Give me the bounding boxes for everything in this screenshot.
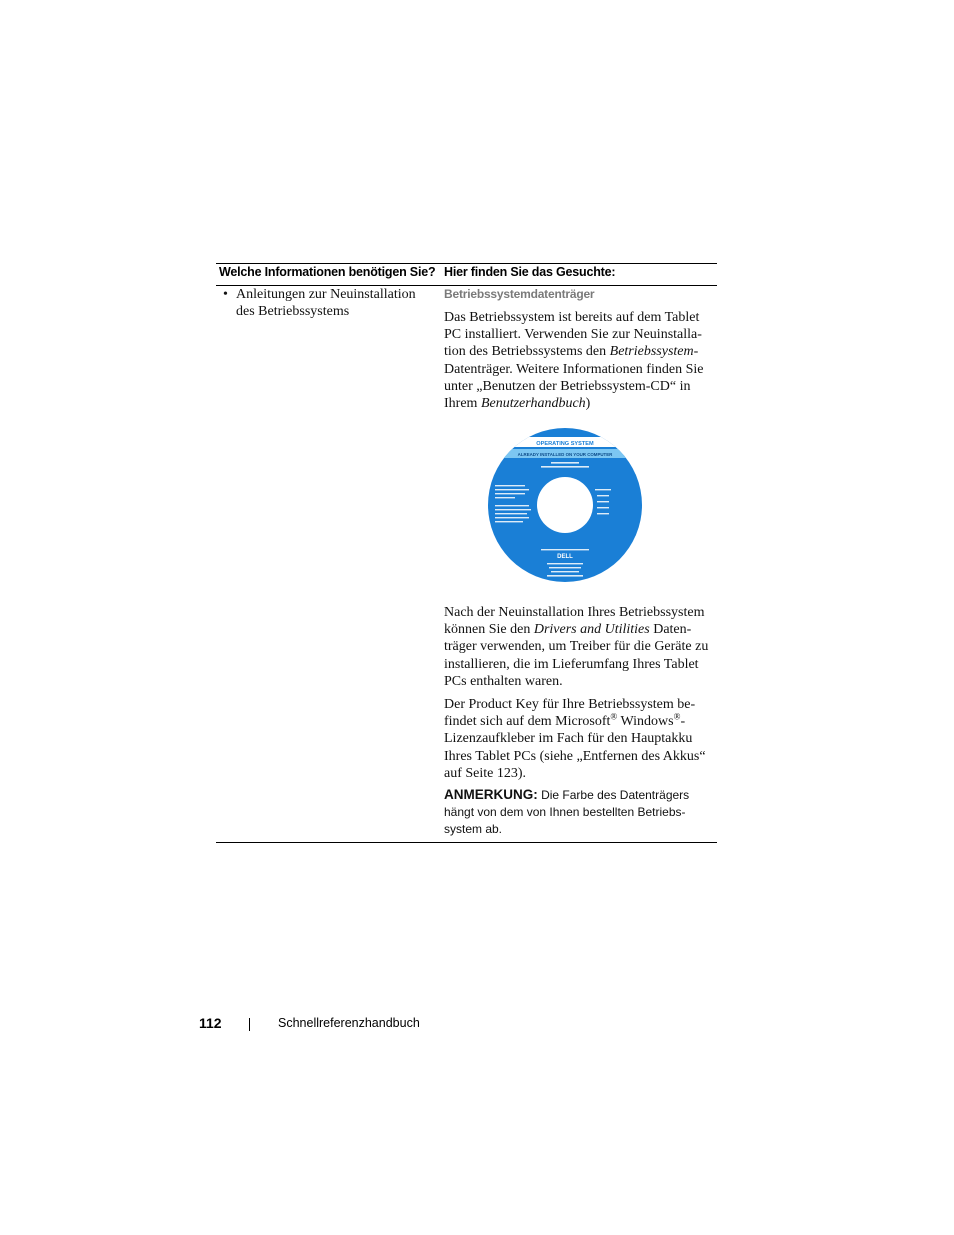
note-label: ANMERKUNG: [444,787,538,802]
italic-text: Benutzerhandbuch [480,396,586,412]
table-header-answer: Hier finden Sie das Gesuchte: [444,265,616,279]
disc-banner-second-text: ALREADY INSTALLED ON YOUR COMPUTER [517,452,613,457]
paragraph-text: Datenträger. Weitere Informationen finden Sie unter „Benutzen der Betriebssystem-CD“ in Ihrem [444,361,704,412]
registered-mark: ® [673,711,681,722]
registered-mark: ® [610,711,618,722]
paragraph-text: Der Product Key für Ihre Betriebssystem be-findet sich auf dem Microsoft [444,697,696,730]
disc-banner-top-text: OPERATING SYSTEM [536,441,594,447]
paragraph-text: Daten-träger verwenden, um Treiber für die Geräte zu installieren, die im Lieferumfang Ihres Tablet PCs enthalten waren. [444,622,709,689]
italic-text: Betriebssystem- [609,344,699,360]
bullet: • [223,287,228,302]
table-rule-bottom [216,842,717,843]
table-header-question: Welche Informationen benötigen Sie? [219,265,436,279]
disc-brand-logo: DELL [557,554,573,560]
paragraph-product-key [444,696,716,782]
paragraph-text: -Lizenzaufkleber im Fach für den Hauptakku Ihres Tablet PCs (siehe „Entfernen des Akkus“ auf Seite 123). [444,714,706,781]
list-item-text: Anleitungen zur Neuinstallation des Betriebssystems [236,287,416,319]
disc-center-hole [537,477,593,533]
section-heading: Betriebssystemdatenträger [444,287,595,301]
italic-text: Drivers and Utilities [533,622,650,638]
paragraph-drivers [444,604,716,690]
table-rule-top [216,263,717,264]
note-text: Die Farbe des Datenträgers hängt von dem von Ihnen bestellten Betriebs-system ab. [444,788,690,836]
paragraph-text: Nach der Neuinstallation Ihres Betriebssystem können Sie den [444,605,705,638]
footer-separator [249,1018,250,1031]
paragraph-text: ) [585,396,591,412]
note-block [444,786,716,838]
operating-system-disc-image [487,427,643,583]
paragraph-preinstalled [444,309,716,412]
paragraph-text: Das Betriebssystem ist bereits auf dem Tablet PC installiert. Verwenden Sie zur Neuinstalla-tion des Betriebssystems den [444,310,702,360]
paragraph-text: Windows [617,714,674,730]
page-number: 112 [199,1015,222,1031]
footer-title: Schnellreferenzhandbuch [278,1016,420,1030]
